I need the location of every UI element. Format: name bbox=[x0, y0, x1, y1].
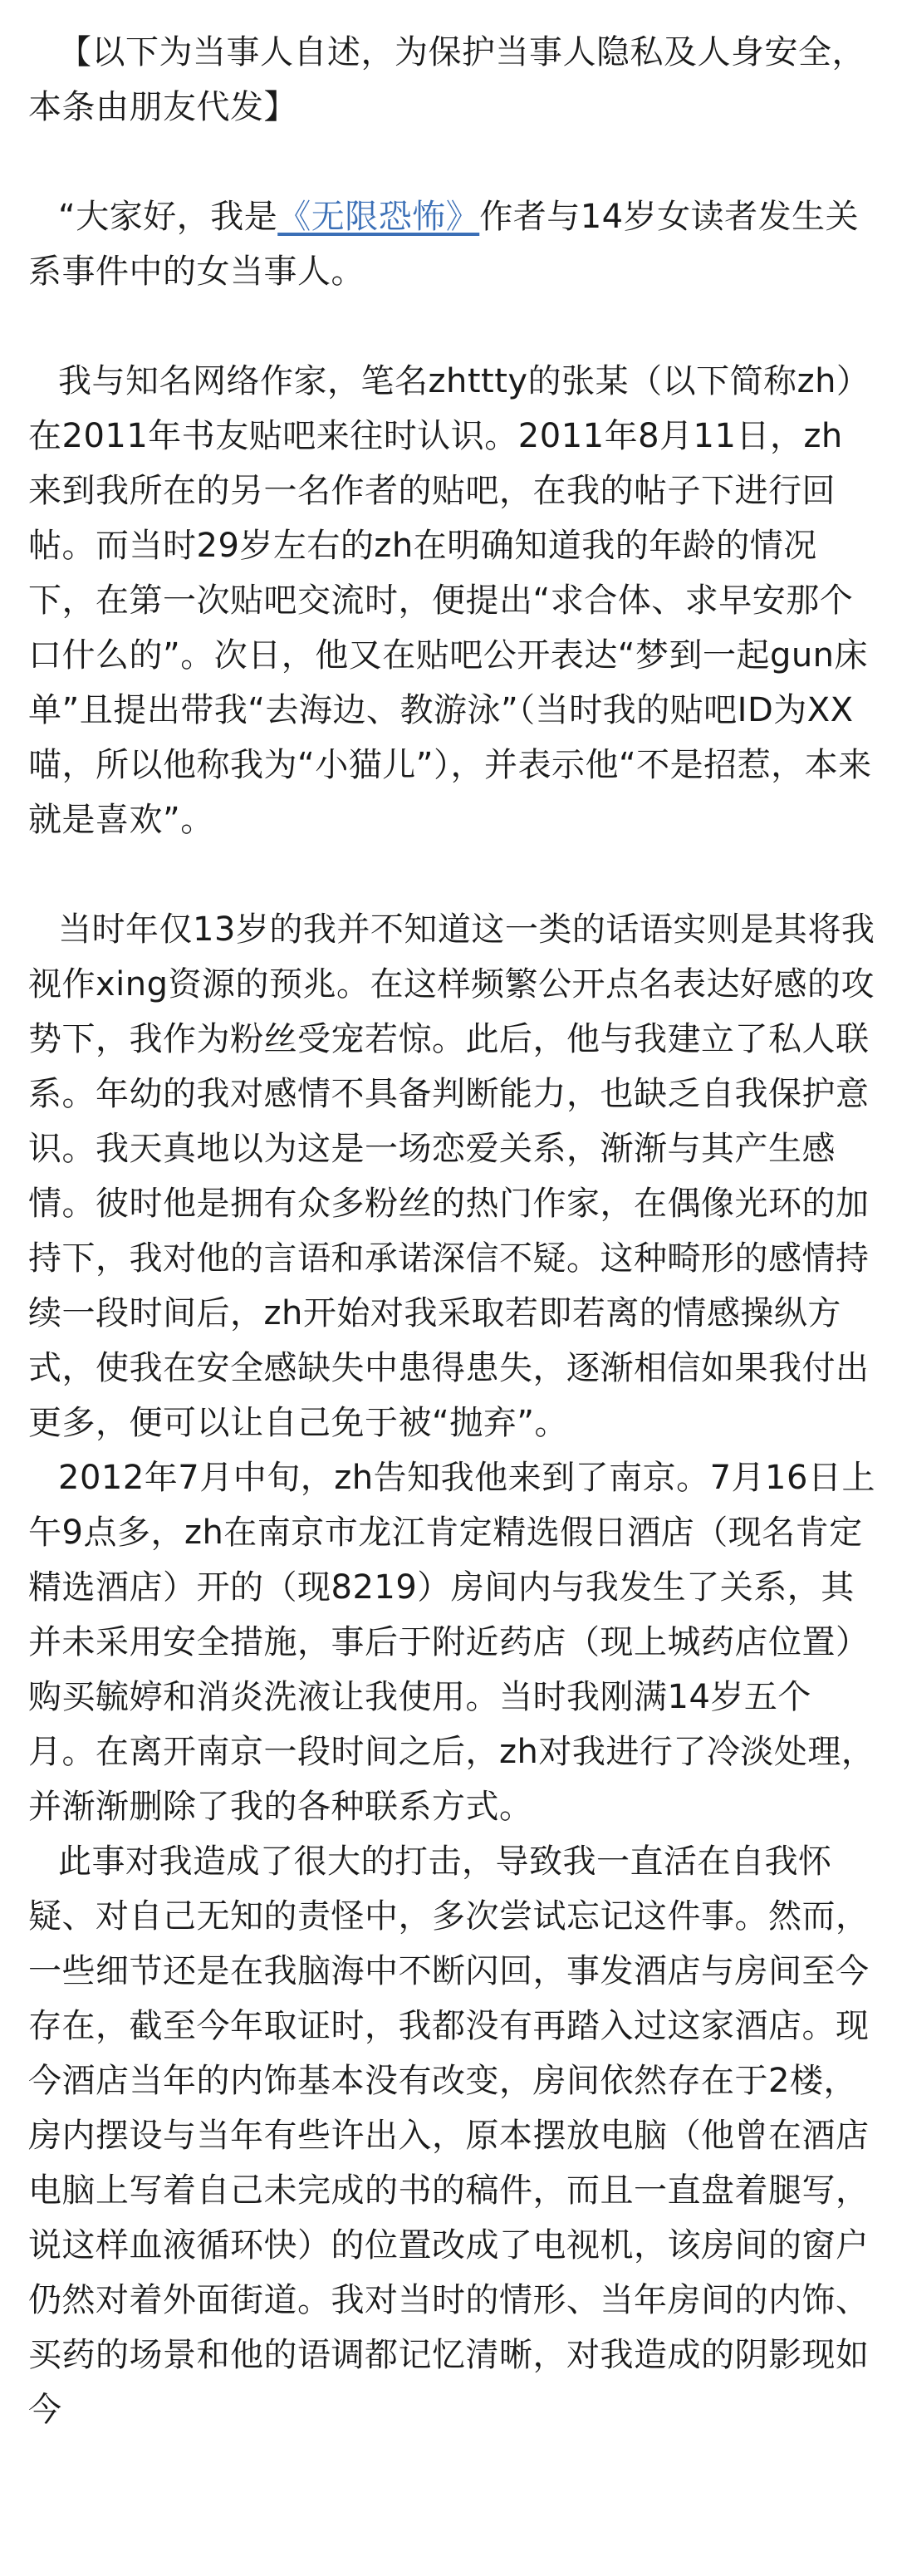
acquaintance-text: 我与知名网络作家，笔名zhttty的张某（以下简称zh）在2011年书友贴吧来往时认识。2011年8月11日，zh来到我所在的另一名作者的贴吧，在我的帖子下进行回帖。而当时29岁左右的zh在明确知道我的年龄的情况下，在第一次贴吧交流时，便提出“求合体、求早安那个口什么的”。次日，他又在贴吧公开表达“梦到一起gun床单”且提出带我“去海边、教游泳”（当时我的贴吧ID为XX喵，所以他称我为“小猫儿”），并表示他“不是招惹，本来就是喜欢”。 bbox=[28, 362, 872, 839]
nanjing-text: 2012年7月中旬，zh告知我他来到了南京。7月16日上午9点多，zh在南京市龙江肯定精选假日酒店（现名肯定精选酒店）开的（现8219）房间内与我发生了关系，其并未采用安全措施，事后于附近药店（现上城药店位置）购买毓婷和消炎洗液让我使用。当时我刚满14岁五个月。在离开南京一段时间之后，zh对我进行了冷淡处理，并渐渐删除了我的各种联系方式。 bbox=[28, 1459, 875, 1826]
aftermath-paragraph bbox=[28, 1834, 875, 2437]
greeting-paragraph bbox=[28, 189, 875, 299]
intro-paragraph bbox=[28, 25, 875, 135]
aftermath-text: 此事对我造成了很大的打击，导致我一直活在自我怀疑、对自己无知的责怪中，多次尝试忘记这件事。然而，一些细节还是在我脑海中不断闪回，事发酒店与房间至今存在，截至今年取证时，我都没有再踏入过这家酒店。现今酒店当年的内饰基本没有改变，房间依然存在于2楼，房内摆设与当年有些许出入，原本摆放电脑（他曾在酒店电脑上写着自己未完成的书的稿件，而且一直盘着腿写，说这样血液循环快）的位置改成了电视机，该房间的窗户仍然对着外面街道。我对当时的情形、当年房间的内饰、买药的场景和他的语调都记忆清晰，对我造成的阴影现如今 bbox=[28, 1842, 870, 2429]
relationship-text: 当时年仅13岁的我并不知道这一类的话语实则是其将我视作xing资源的预兆。在这样频繁公开点名表达好感的攻势下，我作为粉丝受宠若惊。此后，他与我建立了私人联系。年幼的我对感情不具备判断能力，也缺乏自我保护意识。我天真地以为这是一场恋爱关系，渐渐与其产生感情。彼时他是拥有众多粉丝的热门作家，在偶像光环的加持下，我对他的言语和承诺深信不疑。这种畸形的感情持续一段时间后，zh开始对我采取若即若离的情感操纵方式，使我在安全感缺失中患得患失，逐渐相信如果我付出更多，便可以让自己免于被“抛弃”。 bbox=[28, 910, 875, 1442]
nanjing-paragraph bbox=[28, 1450, 875, 1834]
article-body bbox=[28, 25, 875, 2437]
relationship-paragraph bbox=[28, 902, 875, 1450]
intro-text: 【以下为当事人自述，为保护当事人隐私及人身安全，本条由朋友代发】 bbox=[28, 33, 865, 126]
novel-title-link[interactable]: 《无限恐怖》 bbox=[277, 198, 480, 236]
greeting-text-after: 作者与14岁女读者发生关系事件中的女当事人。 bbox=[28, 198, 860, 291]
acquaintance-paragraph bbox=[28, 354, 875, 847]
greeting-text-before: “大家好，我是 bbox=[58, 198, 278, 236]
